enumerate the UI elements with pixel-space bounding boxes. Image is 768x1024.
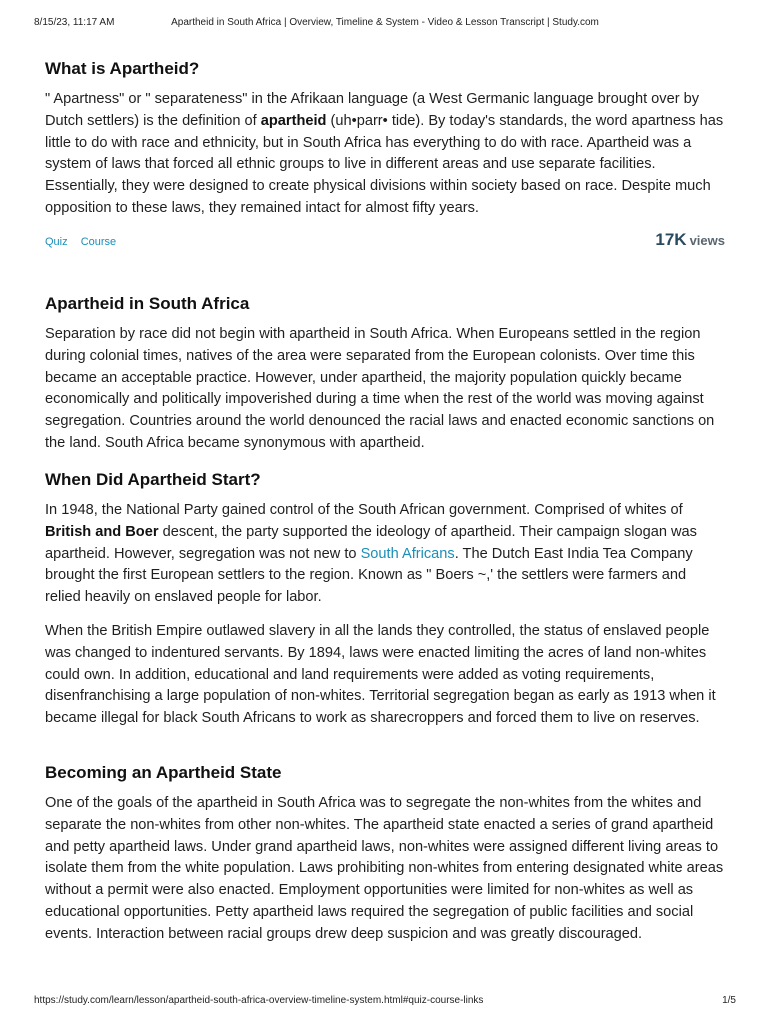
paragraph: Separation by race did not begin with apartheid in South Africa. When Europeans settled in the region during colonial times, natives of the area were separated from the European colonists. Over time this became an acceptable practice. However, under apartheid, the majority population quickly became economically and politically impoverished during a time when the rest of the world was moving against segregation. Countries around the world denounced the racial laws and enacted economic sanctions on the land. South Africa became synonymous with apartheid.: [45, 326, 715, 451]
section-heading: What is Apartheid?: [45, 59, 200, 78]
lesson-meta-row: [45, 230, 725, 254]
section-heading: When Did Apartheid Start?: [45, 470, 261, 489]
print-page-number: 1/5: [722, 995, 736, 1006]
print-header: [34, 17, 736, 31]
text-run: (uh•parr• tide). By today's standards, the word apartness has little to do with race and ethnicity, but in South Africa has everything to do with race. Apartheid was a system of laws that forced all ethnic groups to live in different areas and use separate facilities. Essentially, they were designed to create physical divisions within society based on race. Despite much opposition to these laws, they remained intact for almost fifty years.: [45, 112, 724, 216]
print-footer: [34, 995, 736, 1009]
paragraph: [45, 500, 725, 609]
view-count: [655, 230, 725, 250]
section-becoming-an-apartheid-state: [45, 763, 725, 946]
text-run: In 1948, the National Party gained control of the South African government. Comprised of whites of: [45, 502, 683, 518]
section-what-is-apartheid: [45, 59, 725, 220]
text-run: " Apartness" or " separateness" in the Afrikaan language (a West Germanic language brought over by Dutch settlers) is the definition of: [45, 91, 700, 129]
print-page-title: Apartheid in South Africa | Overview, Timeline & System - Video & Lesson Transcript | Study.com: [171, 17, 599, 28]
quiz-course-links: [45, 236, 126, 248]
south-africans-link[interactable]: South Africans: [360, 545, 455, 562]
print-datetime: 8/15/23, 11:17 AM: [34, 17, 115, 28]
course-link[interactable]: Course: [80, 236, 117, 248]
quiz-link[interactable]: Quiz: [45, 236, 68, 248]
section-apartheid-in-south-africa: [45, 294, 725, 455]
bold-term: British and Boer: [45, 523, 159, 540]
paragraph: When the British Empire outlawed slavery in all the lands they controlled, the status of enslaved people was changed to indentured servants. By 1894, laws were enacted limiting the acres of land non-whites could own. In addition, educational and land requirements were added as voting requirements, disenfranchising a large population of non-whites. Territorial segregation began as early as 1913 when it became illegal for black South Africans to work as sharecroppers and forced them to live on reserves.: [45, 622, 716, 727]
section-heading: Apartheid in South Africa: [45, 294, 250, 313]
view-count-label: views: [689, 233, 725, 248]
view-count-number: 17K: [655, 230, 687, 249]
section-when-did-apartheid-start: [45, 470, 725, 730]
text-run: descent, the party supported the ideology of apartheid. Their campaign slogan was apartheid. However, segregation was not new to: [45, 523, 697, 562]
print-url: https://study.com/learn/lesson/apartheid-south-africa-overview-timeline-system.html#quiz-course-links: [34, 995, 484, 1006]
section-heading: Becoming an Apartheid State: [45, 763, 282, 782]
paragraph: One of the goals of the apartheid in South Africa was to segregate the non-whites from the whites and separate the non-whites from other non-whites. The apartheid state enacted a series of grand apartheid and petty apartheid laws. Under grand apartheid laws, non-whites were assigned different living areas to isolate them from the white population. Laws prohibiting non-whites from entering designated white areas without a permit were also enacted. Employment opportunities were limited for non-whites as well as educational opportunities. Petty apartheid laws required the segregation of public facilities and social events. Interaction between racial groups drew deep suspicion and was greatly discouraged.: [45, 795, 724, 942]
text-run: . The Dutch East India Tea Company brought the first European settlers to the region. Known as " Boers ~,' the settlers were farmers and relied heavily on enslaved people for labor.: [45, 545, 693, 606]
bold-term: apartheid: [260, 112, 327, 129]
paragraph: [45, 89, 725, 220]
